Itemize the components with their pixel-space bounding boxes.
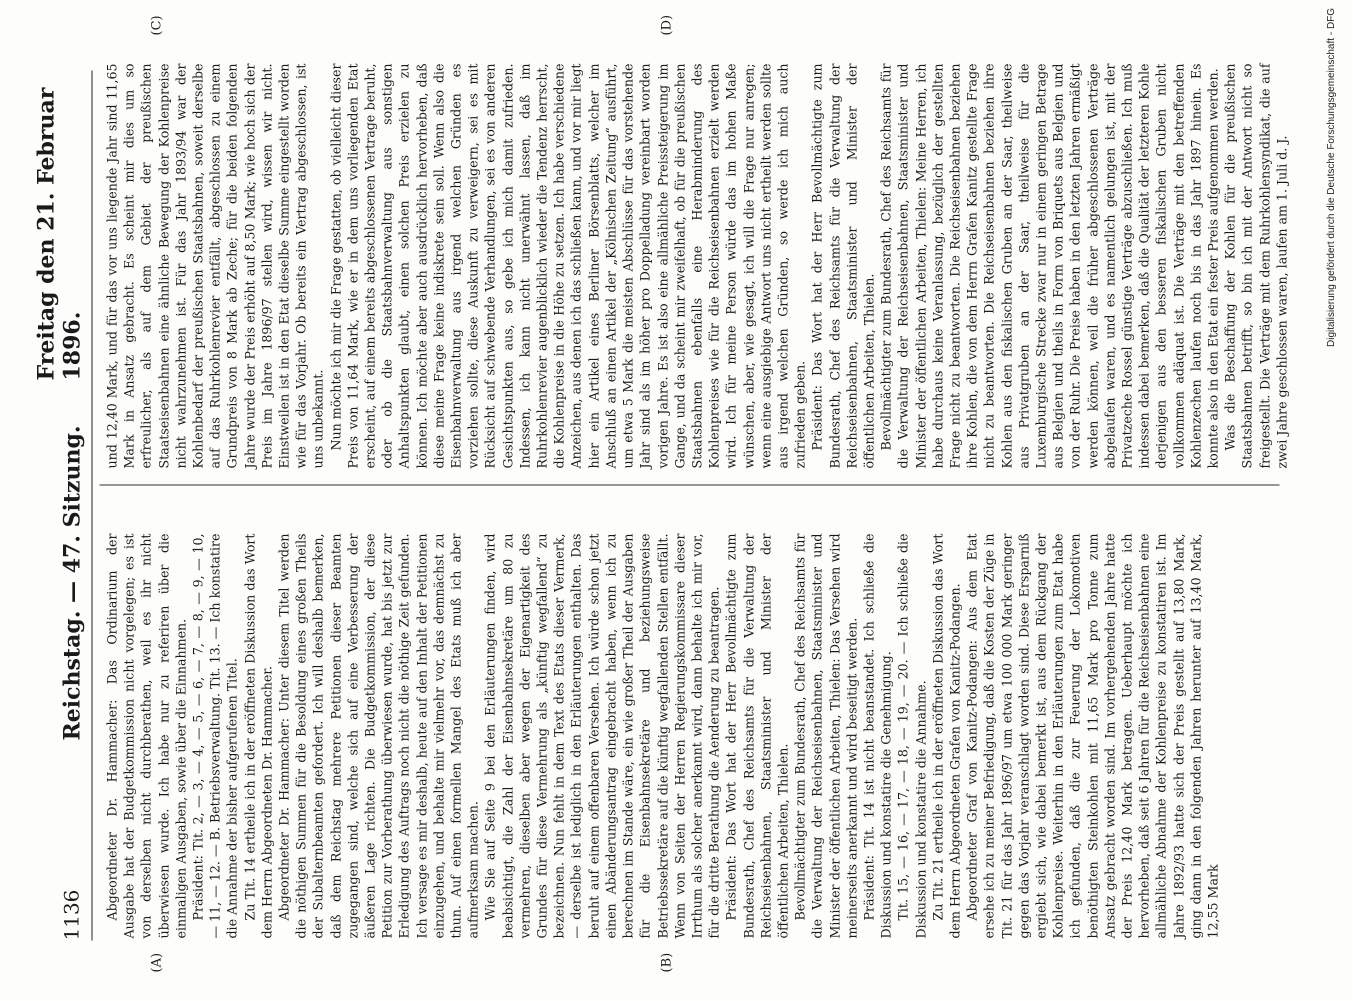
paragraph: Wie Sie auf Seite 9 bei den Erläuterungen finden, wird beabsichtigt, die Zahl der Eisenbahnsekretäre um 80 zu vermehren, dieselben aber wegen der Eigenartigkeit des Grundes für diese Vermehrung als „künftig wegfallend“ zu bezeichnen. Nun fehlt in dem Text des Etats dieser Vermerk, — derselbe ist lediglich in den Erläuterungen enthalten. Das beruht auf einem offenbaren Versehen. Ich würde schon jetzt einen Abänderungsantrag eingebracht haben, wenn ich zu berechnen im Stande wäre, ein wie großer Theil der Ausgaben für die Eisenbahnsekretäre und beziehungsweise Betriebssekretäre auf die künftig wegfallenden Stellen entfällt. Wenn von Seiten der Herren Regierungskommissare dieser Irrthum als solcher anerkannt wird, dann behalte ich mir vor, für die dritte Berathung die Aenderung zu beantragen. — [482, 533, 722, 939]
margin-marker-d: (D) — [659, 14, 675, 36]
paragraph: Nun möchte ich mir die Frage gestatten, ob vielleicht dieser Preis von 11,64 Mark, wie er in dem uns vorliegenden Etat erscheint, auf einem bereits abgeschlossenen Vertrage beruht, oder ob die Staatsbahnverwaltung aus sonstigen Anhaltspunkten glaubt, einen solchen Preis erzielen zu können. Ich möchte aber auch ausdrücklich hervorheben, daß diese meine Frage keine indiskrete sein soll. Wenn also die Eisenbahnverwaltung aus irgend welchen Gründen es vorziehen sollte, diese Auskunft zu verweigern, sei es mit Rücksicht auf schwebende Verhandlungen, sei es von anderen Gesichtspunkten aus, so gebe ich mich damit zufrieden. Indessen, ich kann nicht unerwähnt lassen, daß im Ruhrkohlenrevier augenblicklich wieder die Tendenz herrscht, die Kohlenpreise in die Höhe zu setzen. Ich habe verschiedene Anzeichen, aus denen ich das schließen kann, und vor mir liegt hier ein Artikel eines Berliner Börsenblatts, welcher im Anschluß an einen Artikel der „Kölnischen Zeitung“ ausführt, um etwa 5 Mark die meisten Abschlüsse für das vorstehende Jahr sind als im höher pro Doppelladung vereinbart worden vorigen Jahre. Es ist also eine allmähliche Preissteigerung im Gange, und da scheint mir zweifelhaft, ob für die preußischen Staatsbahnen ebenfalls eine Herabminderung des Kohlenpreises wie für die Reichseisenbahnen erzielt werden wird. Ich für meine Person würde das im hohen Maße wünschen, aber, wie gesagt, ich will die Frage nur anregen; wenn eine ausgiebige Antwort uns nicht ertheilt werden sollte aus irgend welchen Gründen, so werde ich mich auch zufrieden geben. — [328, 63, 808, 469]
column-divider — [100, 485, 1280, 486]
dfg-watermark — [1325, 8, 1347, 958]
paragraph: Zu Tit. 21 ertheile ich in der eröffneten Diskussion das Wort dem Herrn Abgeordneten Grafen von Kanitz-Podangen. — [930, 533, 963, 939]
paragraph: Präsident: Das Wort hat der Herr Bevollmächtigte zum Bundesrath, Chef des Reichsamts für die Verwaltung der Reichseisenbahnen, Staatsminister und Minister der öffentlichen Arbeiten, Thielen. — [723, 533, 791, 939]
page-header — [33, 71, 93, 941]
paragraph: Bevollmächtigter zum Bundesrath, Chef des Reichsamts für die Verwaltung der Reichseisenbahnen, Staatsminister und Minister der öffentlichen Arbeiten, Thielen: Das Versehen wird meinerseits anerkannt und wird beseitigt werden. — [792, 533, 860, 939]
paragraph: Tit. 15, — 16, — 17, — 18, — 19, — 20. — Ich schließe die Diskussion und konstatire die Annahme. — [895, 533, 929, 939]
paragraph: Präsident: Das Wort hat der Herr Bevollmächtigte zum Bundesrath, Chef des Reichsamts für die Verwaltung der Reichseisenbahnen, Staatsminister und Minister der öffentlichen Arbeiten, Thielen. — [809, 63, 877, 469]
margin-marker-b: (B) — [659, 952, 675, 973]
paragraph: und 12,40 Mark, und für das vor uns liegende Jahr sind 11,65 Mark in Ansatz gebracht. Es scheint mir dies um so erfreulicher, als auf dem Gebiet der preußischen Staatseisenbahnen eine ähnliche Bewegung der Kohlenpreise nicht wahrzunehmen ist. Für das Jahr 1893/94 war der Kohlenbedarf der preußischen Staatsbahnen, soweit derselbe auf das Ruhrkohlenrevier entfällt, abgeschlossen zu einem Grundpreis von 8 Mark ab Zeche; für die beiden folgenden Jahre wurde der Preis erhöht auf 8,50 Mark; wie hoch sich der Preis im Jahre 1896/97 stellen wird, wissen wir nicht. Einstweilen ist in den Etat dieselbe Summe eingestellt worden wie für das Vorjahr. Ob bereits ein Vertrag abgeschlossen, ist uns unbekannt. — [104, 63, 326, 469]
paragraph: Präsident: Tit. 2, — 3, — 4, — 5, — 6, — 7, — 8, — 9, — 10, — 11, — 12. — B. Betriebsverwaltung. Tit. 13. — Ich konstatire die Annahme der bisher aufgerufenen Titel. — [190, 533, 240, 939]
left-column — [104, 534, 1284, 939]
paragraph: Zu Tit. 14 ertheile ich in der eröffneten Diskussion das Wort dem Herrn Abgeordneten Dr. Hammacher. — [242, 533, 275, 939]
paragraph: Abgeordneter Dr. Hammacher: Das Ordinarium der Ausgabe hat der Budgetkommission nicht vorgelegen; es ist von derselben nicht durchberathen, weil es ihr nicht überwiesen wurde. Ich habe nur zu referiren über die einmaligen Ausgaben, sowie über die Einnahmen. — [104, 533, 189, 939]
page-number: 1136 — [59, 889, 84, 941]
paragraph: Bevollmächtigter zum Bundesrath, Chef des Reichsamts für die Verwaltung der Reichseisenbahnen, Staatsminister und Minister der öffentlichen Arbeiten, Thielen: Meine Herren, ich habe durchaus keine Veranlassung, bezüglich der gestellten Frage nicht zu beantworten. Die Reichseisenbahnen beziehen ihre Kohlen, die von dem Herrn Grafen Kanitz gestellte Frage nicht zu beantworten. Die Reichseisenbahnen beziehen ihre Kohlen aus den fiskalischen Gruben an der Saar, theilweise aus Privatgruben an der Saar, theilweise für die Luxemburgische Strecke zwar nur in einem geringen Betrage aus Belgien und theils in Form von Briquets aus Belgien und von der Ruhr. Die Preise haben in den letzten Jahren ermäßigt werden können, weil die früher abgeschlossenen Verträge abgelaufen waren, und es namentlich gelungen ist, mit der Privatzeche Rossel günstige Verträge abzuschließen. Ich muß indessen dabei bemerken, daß die Qualität der letzteren Kohle derjenigen aus den besseren fiskalischen Gruben nicht vollkommen adäquat ist. Die Verträge mit den betreffenden Kohlenzechen laufen noch bis in das Jahr 1897 hinein. Es konnte also in den Etat ein fester Preis aufgenommen werden. — [878, 63, 1221, 469]
session-date: Freitag den 21. Februar 1896. — [33, 87, 86, 381]
paragraph: Präsident: Tit. 14 ist nicht beanstandet. Ich schließe die Diskussion und konstatire die Genehmigung. — [861, 533, 894, 939]
session-title: Reichstag. — 47. Sitzung. — [59, 425, 86, 741]
paragraph: Abgeordneter Dr. Hammacher: Unter diesem Titel werden die nöthigen Summen für die Besoldung eines großen Theils der Subalternbeamten gefordert. Ich will deshalb bemerken, daß dem Reichstag mehrere Petitionen dieser Beamten zugegangen sind, welche sich auf eine Verbesserung der äußeren Lage richten. Die Budgetkommission, der diese Petition zur Vorberathung überwiesen wurde, hat bis jetzt zur Erledigung des Auftrags noch nicht die nöthige Zeit gefunden. Ich versage es mir deshalb, heute auf den Inhalt der Petitionen einzugehen, und behalte mir vielmehr vor, das demnächst zu thun. Auf einen formellen Mangel des Etats muß ich aber aufmerksam machen. — [276, 533, 481, 939]
paragraph: Abgeordneter Graf von Kanitz-Podangen: Aus dem Etat ersehe ich zu meiner Befriedigung, daß die Kosten der Züge in Tit. 21 für das Jahr 1896/97 um etwa 100 000 Mark geringer gegen das Vorjahr veranschlagt worden sind. Diese Ersparniß ergiebt sich, wie dabei bemerkt ist, aus dem Rückgang der Kohlenpreise. Weiterhin in den Erläuterungen zum Etat habe ich gefunden, daß die zur Feuerung der Lokomotiven benöthigten Steinkohlen mit 11,65 Mark pro Tonne zum Ansatz gebracht worden sind. Im vorhergehenden Jahre hatte der Preis 12,40 Mark betragen. Ueberhaupt möchte ich hervorheben, daß seit 6 Jahren für die Reichseisenbahnen eine allmähliche Abnahme der Kohlenpreise zu konstatiren ist. Im Jahre 1892/93 hatte sich der Preis gestellt auf 13,80 Mark, ging dann in den folgenden Jahren herunter auf 13,40 Mark, 12,55 Mark — [964, 533, 1221, 939]
right-column — [104, 63, 1290, 469]
margin-marker-c: (C) — [149, 15, 165, 36]
paragraph: Was die Beschaffung der Kohlen für die preußischen Staatsbahnen betrifft, so bin ich mit der Antwort nicht so freigestellt. Die Verträge mit dem Ruhrkohlensyndikat, die auf zwei Jahre geschlossen waren, laufen am 1. Juli d. J. — [1222, 63, 1290, 469]
scanned-page — [0, 1, 1353, 1001]
margin-marker-a: (A) — [149, 952, 165, 973]
watermark-text: Digitalisierung gefördert durch die Deutsche Forschungsgemeinschaft - DFG — [1326, 8, 1337, 348]
